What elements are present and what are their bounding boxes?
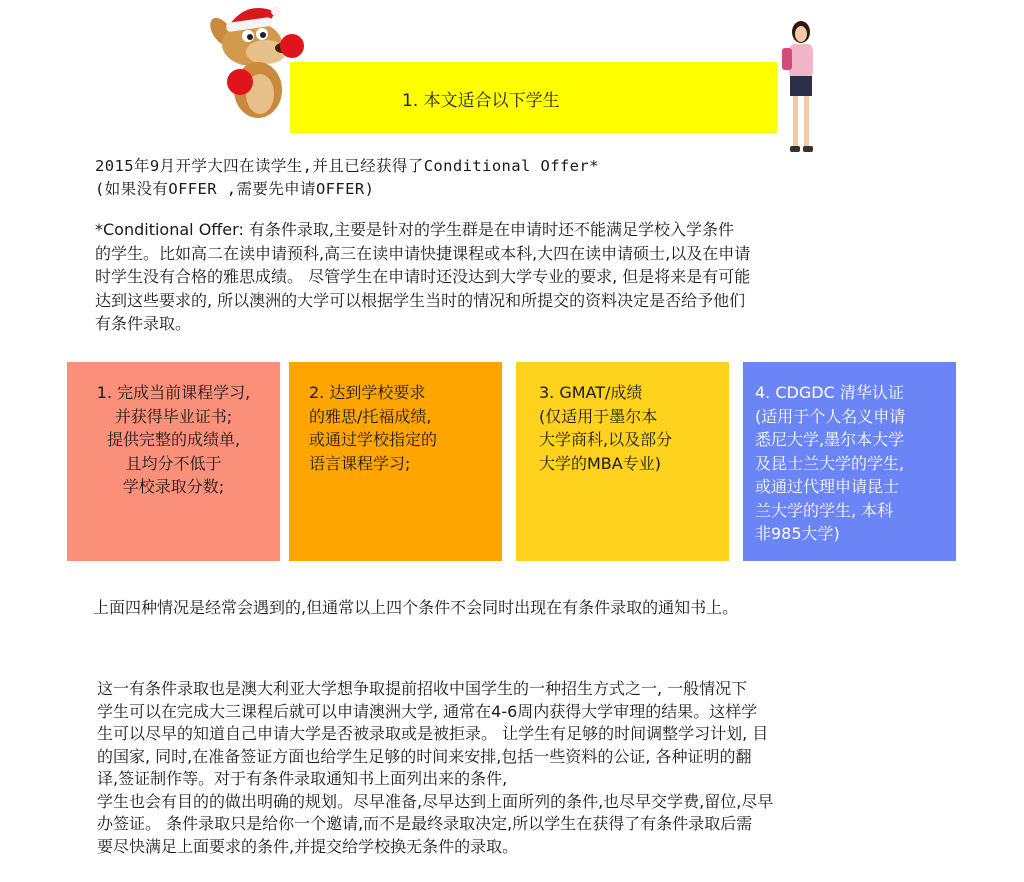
condition-4-line: 悉尼大学,墨尔本大学 (755, 430, 905, 449)
condition-1-line: 学校录取分数; (122, 477, 225, 496)
closing-line: 生可以尽早的知道自己申请大学是否被录取或是被拒录。 让学生有足够的时间调整学习计划, 目 (97, 724, 769, 743)
closing-line: 学生可以在完成大三课程后就可以申请澳洲大学, 通常在4-6周内获得大学审理的结果。这样学 (97, 701, 758, 721)
condition-2-line: 或通过学校指定的 (309, 430, 438, 449)
condition-3-line: (仅适用于墨尔本 (539, 406, 658, 426)
condition-1-line: 并获得毕业证书; (114, 406, 233, 426)
title-banner (290, 62, 777, 133)
definition-line: 时学生没有合格的雅思成绩。 尽管学生在申请时还没达到大学专业的要求, 但是将来是有可能 (95, 267, 751, 286)
condition-4-line: (适用于个人名义申请 (755, 406, 906, 426)
definition-line: 达到这些要求的, 所以澳洲的大学可以根据学生当时的情况和所提交的资料决定是否给予他们 (95, 290, 746, 310)
closing-paragraph (97, 678, 773, 858)
condition-4-line: 非985大学) (755, 524, 840, 543)
summary-text: 上面四种情况是经常会遇到的,但通常以上四个条件不会同时出现在有条件录取的通知书上。 (93, 598, 739, 617)
definition-line: 的学生。比如高二在读申请预科,高三在读申请快捷课程或本科,大四在读申请硕士,以及在申请 (95, 243, 751, 263)
condition-box-4 (743, 362, 956, 561)
condition-3-line: 大学商科,以及部分 (539, 430, 673, 449)
closing-line: 这一有条件录取也是澳大利亚大学想争取提前招收中国学生的一种招生方式之一, 一般情况下 (97, 679, 748, 698)
condition-4-line: 或通过代理申请昆士 (755, 477, 900, 496)
intro-line-1: 2015年9月开学大四在读学生,并且已经获得了Conditional Offer* (95, 157, 599, 175)
condition-box-2 (289, 362, 502, 561)
condition-3-line: 3. GMAT/成绩 (539, 383, 643, 402)
definition-line: 有条件录取。 (95, 314, 192, 333)
closing-line: 译,签证制作等。对于有条件录取通知书上面列出来的条件, (97, 769, 508, 788)
condition-1-line: 提供完整的成绩单, (106, 430, 241, 449)
condition-2-line: 的雅思/托福成绩, (309, 406, 432, 426)
banner-title: 1. 本文适合以下学生 (402, 91, 560, 111)
closing-line: 要尽快满足上面要求的条件,并提交给学校换无条件的录取。 (97, 836, 519, 856)
closing-line: 的国家, 同时,在准备签证方面也给学生足够的时间来安排,包括一些资料的公证, 各种证明的翻 (97, 746, 752, 766)
definition-line: *Conditional Offer: 有条件录取,主要是针对的学生群是在申请时还不能满足学校入学条件 (95, 220, 735, 239)
condition-box-3 (516, 362, 729, 561)
condition-2-line: 语言课程学习; (309, 453, 411, 473)
condition-box-1 (67, 362, 280, 561)
condition-1-line: 且均分不低于 (125, 453, 222, 473)
condition-2-line: 2. 达到学校要求 (309, 383, 426, 402)
condition-4-line: 兰大学的学生, 本科 (755, 500, 894, 520)
closing-line: 办签证。 条件录取只是给你一个邀请,而不是最终录取决定,所以学生在获得了有条件录取后需 (97, 814, 753, 833)
definition-paragraph (95, 218, 750, 336)
condition-4-line: 4. CDGDC 清华认证 (755, 383, 904, 402)
closing-line: 学生也会有目的的做出明确的规划。尽早准备,尽早达到上面所列的条件,也尽早交学费,留位,尽早 (97, 791, 774, 811)
student-girl-illustration (776, 18, 826, 158)
condition-4-line: 及昆士兰大学的学生, (755, 453, 905, 473)
intro-line-2: (如果没有OFFER ,需要先申请OFFER) (95, 180, 375, 198)
condition-3-line: 大学的MBA专业) (539, 453, 661, 473)
condition-1-line: 1. 完成当前课程学习, (96, 383, 251, 402)
